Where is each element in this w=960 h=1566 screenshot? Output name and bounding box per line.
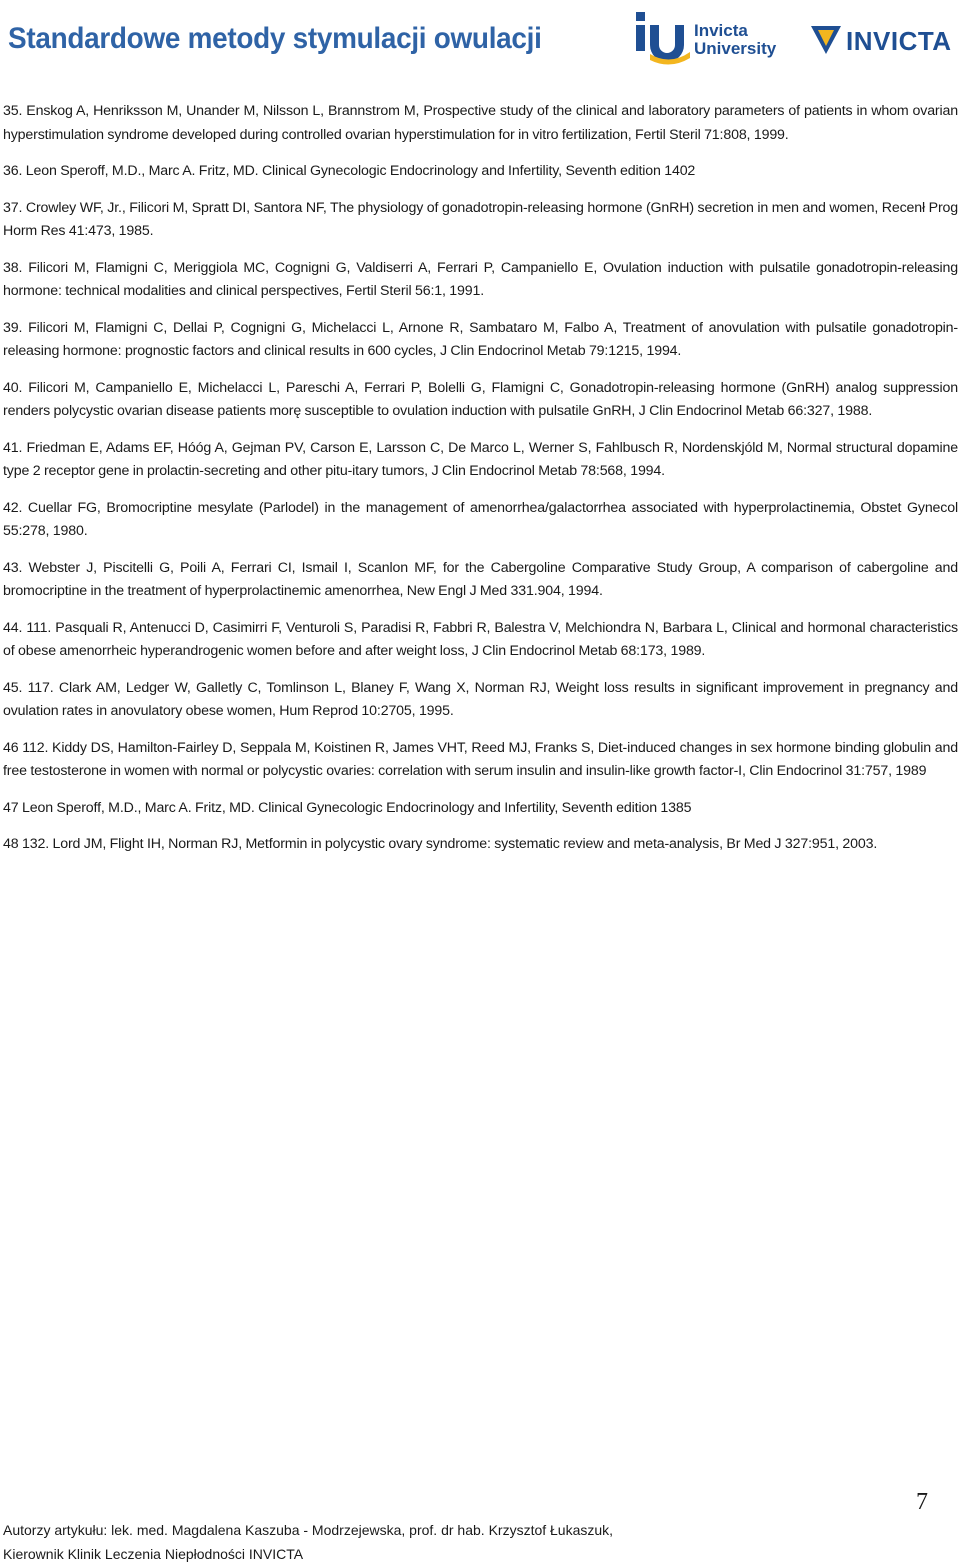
footer-affiliation: Kierownik Klinik Leczenia Niepłodności INVICTA	[3, 1546, 304, 1562]
page-header	[0, 0, 960, 92]
reference-item: 48 132. Lord JM, Flight IH, Norman RJ, Metformin in polycystic ovary syndrome: systematic review and meta-analysis, Br Med J 327:951, 2003.	[3, 836, 878, 852]
reference-item: 42. Cuellar FG, Bromocriptine mesylate (Parlodel) in the management of amenorrhea/galactorrhea associated with hyperprolactinemia, Obstet Gynecol 55:278, 1980.	[3, 499, 958, 539]
reference-item: 37. Crowley WF, Jr., Filicori M, Spratt DI, Santora NF, The physiology of gonadotropin-releasing hormone (GnRH) secretion in men and women, Recenł Prog Horm Res 41:473, 1985.	[3, 199, 958, 239]
page-footer	[3, 1518, 803, 1566]
reference-item: 39. Filicori M, Flamigni C, Dellai P, Cognigni G, Michelacci L, Arnone R, Sambataro M, Falbo A, Treatment of anovulation with pulsatile gonadotropin-releasing hormone: prognostic factors and clinical results in 600 cycles, J Clin Endocrinol Metab 79:1215, 1994.	[3, 319, 958, 359]
logo-invicta-text: INVICTA	[846, 26, 952, 56]
invicta-shield-icon	[808, 22, 844, 58]
reference-item: 41. Friedman E, Adams EF, Hóóg A, Gejman PV, Carson E, Larsson C, De Marco L, Werner S, Fahlbusch R, Nordenskjóld M, Normal structural dopamine type 2 receptor gene in prolactin-secreting and other pitu-itary tumors, J Clin Endocrinol Metab 78:568, 1994.	[3, 439, 958, 479]
iu-mark-icon	[630, 10, 692, 66]
reference-item: 46 112. Kiddy DS, Hamilton-Fairley D, Seppala M, Koistinen R, James VHT, Reed MJ, Franks S, Diet-induced changes in sex hormone binding globulin and free testosterone in women with normal or polycystic ovaries: correlation with serum insulin and insulin-like growth factor-I, Clin Endocrinol 31:757, 1989	[3, 739, 958, 779]
reference-list	[3, 100, 958, 870]
reference-item: 40. Filicori M, Campaniello E, Michelacci L, Pareschi A, Ferrari P, Bolelli G, Flamigni C, Gonadotropin-releasing hormone (GnRH) analog suppression renders polycystic ovarian disease patients morę susceptible to ovulation induction with pulsatile GnRH, J Clin Endocrinol Metab 66:327, 1988.	[3, 379, 958, 419]
reference-item: 44. 111. Pasquali R, Antenucci D, Casimirri F, Venturoli S, Paradisi R, Fabbri R, Balestra V, Melchiondra N, Barbara L, Clinical and hormonal characteristics of obese amenorrheic hyperandrogenic women before and after weight loss, J Clin Endocrinol Metab 68:173, 1989.	[3, 619, 958, 659]
reference-item: 36. Leon Speroff, M.D., Marc A. Fritz, MD. Clinical Gynecologic Endocrinology and Infertility, Seventh edition 1402	[3, 163, 696, 179]
footer-authors: Autorzy artykułu: lek. med. Magdalena Kaszuba - Modrzejewska, prof. dr hab. Krzysztof Łukaszuk,	[3, 1522, 614, 1538]
reference-item: 43. Webster J, Piscitelli G, Poili A, Ferrari CI, Ismail I, Scanlon MF, for the Cabergoline Comparative Study Group, A comparison of cabergoline and bromocriptine in the treatment of hyperprolactinemic amenorrhea, New Engl J Med 331.904, 1994.	[3, 559, 958, 599]
reference-item: 47 Leon Speroff, M.D., Marc A. Fritz, MD. Clinical Gynecologic Endocrinology and Infertility, Seventh edition 1385	[3, 799, 692, 816]
logo-university-line1: Invicta	[694, 21, 748, 40]
invicta-university-logo	[630, 8, 780, 68]
page-number: 7	[916, 1489, 928, 1515]
reference-item: 35. Enskog A, Henriksson M, Unander M, Nilsson L, Brannstrom M, Prospective study of the clinical and laboratory parameters of patients in whom ovarian hyperstimulation syndrome developed during controlled ovarian hyperstimulation for in vitro fertilization, Fertil Steril 71:808, 1999.	[3, 103, 958, 143]
invicta-logo	[808, 22, 958, 62]
logo-university-line2: University	[694, 39, 777, 58]
reference-item: 45. 117. Clark AM, Ledger W, Galletly C, Tomlinson L, Blaney F, Wang X, Norman RJ, Weight loss results in significant improvement in pregnancy and ovulation rates in anovulatory obese women, Hum Reprod 10:2705, 1995.	[3, 679, 958, 719]
page-title: Standardowe metody stymulacji owulacji	[8, 22, 542, 55]
reference-item: 38. Filicori M, Flamigni C, Meriggiola MC, Cognigni G, Valdiserri A, Ferrari P, Campaniello E, Ovulation induction with pulsatile gonadotropin-releasing hormone: technical modalities and clinical perspectives, Fertil Steril 56:1, 1991.	[3, 259, 958, 299]
